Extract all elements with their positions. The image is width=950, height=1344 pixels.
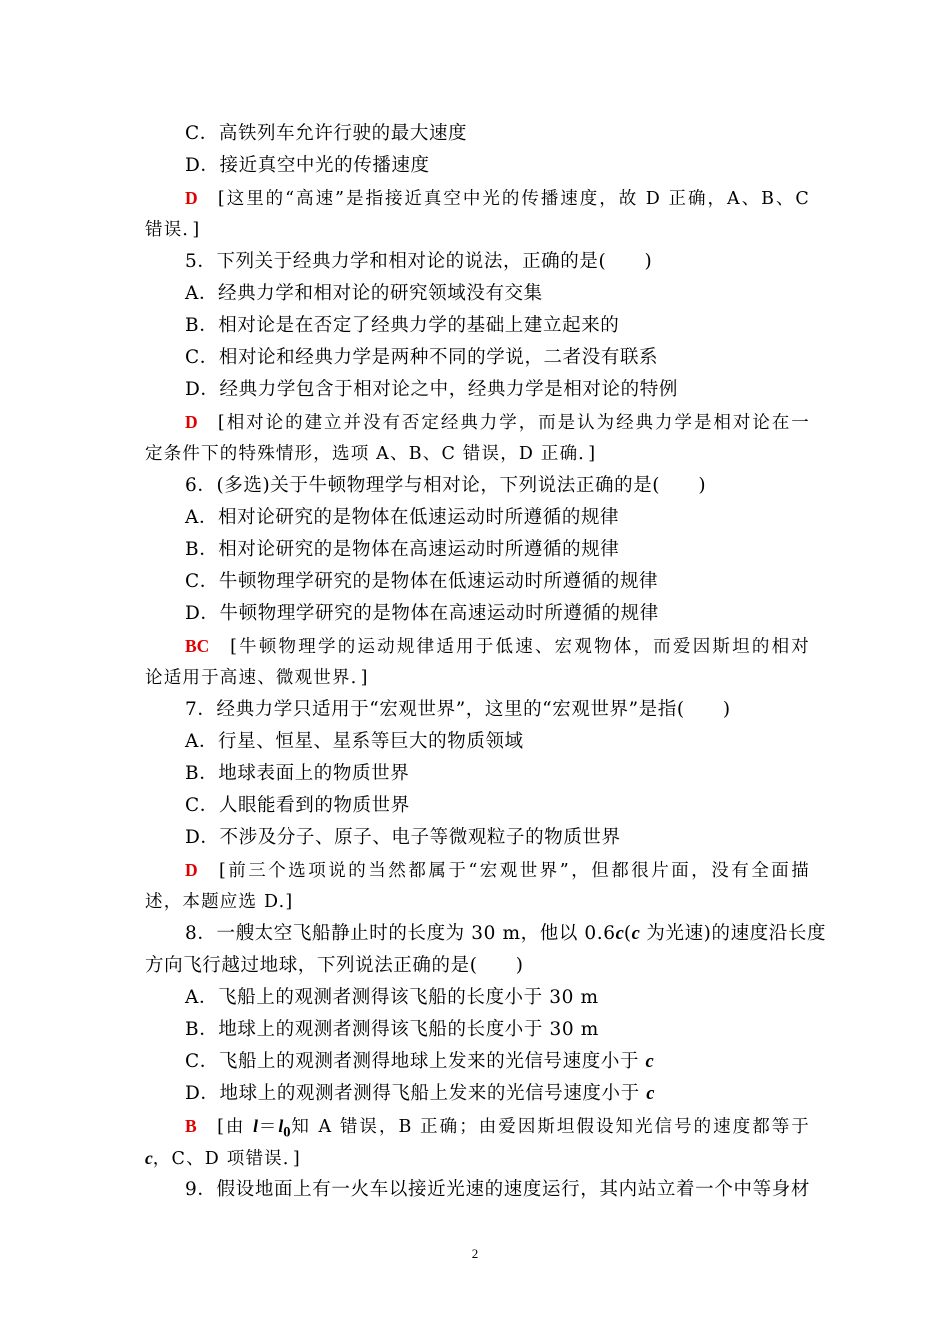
q4-answer: D <box>185 188 198 208</box>
q5-option-c: C．相对论和经典力学是两种不同的学说，二者没有联系 <box>185 347 659 368</box>
q7-option-a: A．行星、恒星、星系等巨大的物质领域 <box>185 731 524 752</box>
q8-option-a: A．飞船上的观测者测得该飞船的长度小于 30 m <box>185 987 599 1008</box>
q4-explanation-line-1: D [这里的“高速”是指接近真空中光的传播速度，故 D 正确，A、B、C <box>185 188 810 209</box>
q5-option-d: D．经典力学包含于相对论之中，经典力学是相对论的特例 <box>185 379 678 400</box>
q8-stem-line-1: 8．一艘太空飞船静止时的长度为 30 m，他以 0.6c(c 为光速)的速度沿长度 <box>185 923 827 944</box>
q8-stem-line-2: 方向飞行越过地球，下列说法正确的是( ) <box>145 955 524 976</box>
q8-answer: B <box>185 1116 197 1136</box>
q7-answer: D <box>185 860 198 880</box>
q5-explanation-line-2: 定条件下的特殊情形，选项 A、B、C 错误，D 正确．] <box>145 444 597 464</box>
q4-explanation-line-2: 错误．] <box>145 220 201 240</box>
q5-option-b: B．相对论是在否定了经典力学的基础上建立起来的 <box>185 315 620 336</box>
q4-option-c: C．高铁列车允许行驶的最大速度 <box>185 123 468 144</box>
q6-option-d: D．牛顿物理学研究的是物体在高速运动时所遵循的规律 <box>185 603 659 624</box>
q5-answer: D <box>185 412 198 432</box>
q8-option-d: D．地球上的观测者测得飞船上发来的光信号速度小于 c <box>185 1083 655 1104</box>
document-page <box>145 118 827 1206</box>
q7-stem: 7．经典力学只适用于“宏观世界”，这里的“宏观世界”是指( ) <box>185 699 731 720</box>
q4-option-d: D．接近真空中光的传播速度 <box>185 155 430 176</box>
page-number: 2 <box>471 1246 479 1261</box>
q7-option-c: C．人眼能看到的物质世界 <box>185 795 410 816</box>
q6-option-b: B．相对论研究的是物体在高速运动时所遵循的规律 <box>185 539 620 560</box>
q7-option-b: B．地球表面上的物质世界 <box>185 763 410 784</box>
q9-stem-line-1: 9．假设地面上有一火车以接近光速的速度运行，其内站立着一个中等身材 <box>185 1179 810 1200</box>
q8-option-c: C．飞船上的观测者测得地球上发来的光信号速度小于 c <box>185 1051 654 1072</box>
q6-option-a: A．相对论研究的是物体在低速运动时所遵循的规律 <box>185 507 620 528</box>
q7-explanation-line-1: D [前三个选项说的当然都属于“宏观世界”，但都很片面，没有全面描 <box>185 860 810 881</box>
q7-explanation-line-2: 述，本题应选 D.] <box>145 892 294 912</box>
q6-explanation-line-2: 论适用于高速、微观世界．] <box>145 668 369 688</box>
q6-explanation-line-1: BC [牛顿物理学的运动规律适用于低速、宏观物体，而爱因斯坦的相对 <box>185 636 811 657</box>
q5-option-a: A．经典力学和相对论的研究领域没有交集 <box>185 283 543 304</box>
q6-stem: 6．(多选)关于牛顿物理学与相对论，下列说法正确的是( ) <box>185 475 707 496</box>
q8-explanation-line-1: B [由 $l=l_0$知 A 错误，B 正确；由爱因斯坦假设知光信号的速度都等于 <box>185 1116 811 1141</box>
q7-option-d: D．不涉及分子、原子、电子等微观粒子的物质世界 <box>185 827 621 848</box>
q8-explanation-line-2: c，C、D 项错误．] <box>145 1148 301 1169</box>
q8-option-b: B．地球上的观测者测得该飞船的长度小于 30 m <box>185 1019 599 1040</box>
q5-explanation-line-1: D [相对论的建立并没有否定经典力学，而是认为经典力学是相对论在一 <box>185 412 811 433</box>
q5-stem: 5．下列关于经典力学和相对论的说法，正确的是( ) <box>185 251 653 272</box>
q6-option-c: C．牛顿物理学研究的是物体在低速运动时所遵循的规律 <box>185 571 659 592</box>
q6-answer: BC <box>185 636 210 656</box>
